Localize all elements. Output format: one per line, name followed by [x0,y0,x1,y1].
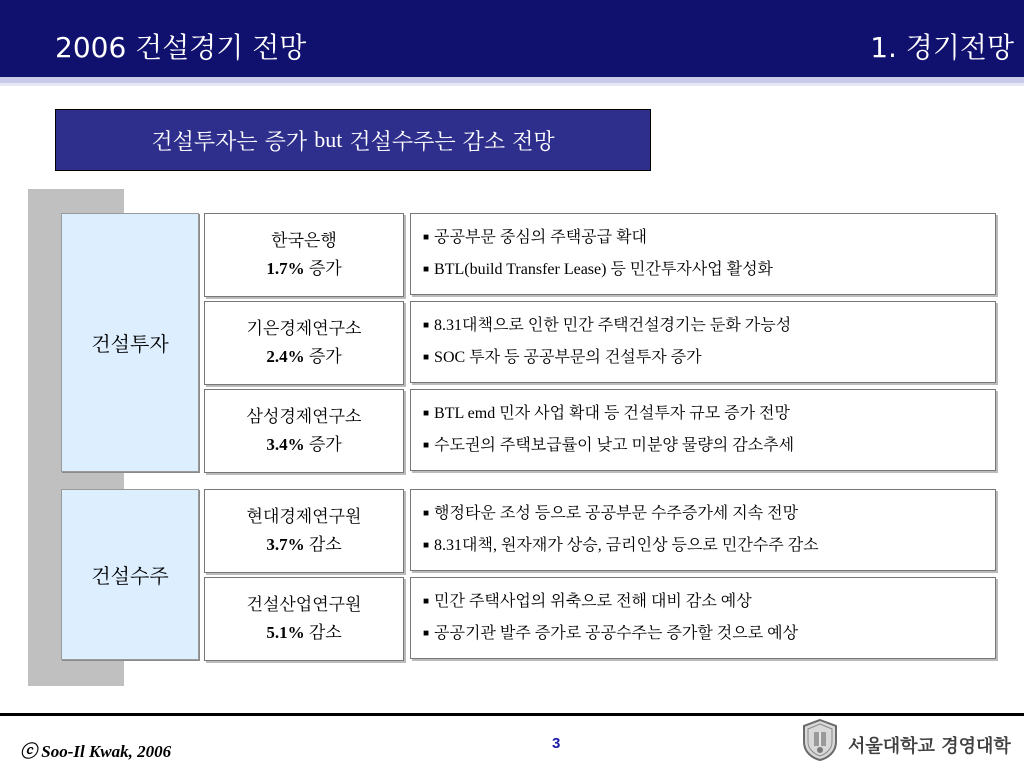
university-name: 서울대학교 경영대학 [848,736,1011,757]
reason-text: BTL(build Transfer Lease) 등 민간투자사업 활성화 [434,261,774,278]
institution-name: 한국은행 [271,230,337,251]
reason-item [423,618,995,650]
reason-text: 공공부문 중심의 주택공급 확대 [434,228,647,246]
category-construction-investment: 건설투자 [61,213,199,472]
institution-name: 삼성경제연구소 [246,406,362,427]
rate-direction: 증가 [308,258,342,279]
forecast-rate [266,255,341,283]
reason-text: 8.31대책으로 인한 민간 주택건설경기는 둔화 가능성 [434,316,792,334]
reason-text: 민간 주택사업의 위축으로 전해 대비 감소 예상 [434,592,752,610]
reason-text: 8.31대책, 원자재가 상승, 금리인상 등으로 민간수주 감소 [434,537,819,554]
university-seal-icon [800,718,840,762]
bullet-icon: ■ [423,596,430,607]
forecast-reasons [410,577,996,659]
reason-item [423,430,995,462]
institution-name: 기은경제연구소 [246,318,362,339]
reason-text: SOC 투자 등 공공부문의 건설투자 증가 [434,349,702,366]
footer-divider [0,713,1024,716]
summary-text-2: but [314,127,343,152]
institution-name: 현대경제연구원 [246,506,362,527]
institution-box [204,489,404,573]
rate-value: 5.1% [266,622,305,642]
institution-box [204,213,404,297]
reason-item [423,310,995,342]
summary-banner [55,109,651,171]
reason-text: 공공기관 발주 증가로 공공수주는 증가할 것으로 예상 [434,625,799,642]
forecast-rate [266,619,341,647]
rate-value: 3.4% [266,434,305,454]
forecast-reasons [410,213,996,295]
forecast-rate [266,431,341,459]
reason-text: 행정타운 조성 등으로 공공부문 수주증가세 지속 전망 [434,504,799,522]
summary-text-3: 건설수주는 감소 전망 [349,129,555,155]
category-construction-orders: 건설수주 [61,489,199,660]
reason-item [423,342,995,374]
reason-item [423,254,995,286]
reason-item [423,530,995,562]
reason-item [423,586,995,618]
reason-text: 수도권의 주택보급률이 낮고 미분양 물량의 감소추세 [434,437,795,454]
reason-item [423,222,995,254]
institution-name: 건설산업연구원 [246,594,362,615]
bullet-icon: ■ [423,440,430,452]
forecast-rate [266,531,341,559]
rate-direction: 감소 [308,622,342,643]
bullet-icon: ■ [423,508,430,519]
bullet-icon: ■ [423,232,430,243]
rate-direction: 감소 [308,534,342,555]
bullet-icon: ■ [423,628,430,640]
rate-value: 1.7% [266,258,305,278]
bullet-icon: ■ [423,540,430,552]
rate-value: 2.4% [266,346,305,366]
summary-text-1: 건설투자는 증가 [151,129,308,155]
forecast-rate [266,343,341,371]
reason-item [423,398,995,430]
header-stripe-light [0,83,1024,86]
page-number: 3 [552,735,561,752]
header-bar [0,0,1024,77]
bullet-icon: ■ [423,264,430,276]
bullet-icon: ■ [423,320,430,331]
slide-title: 2006 건설경기 전망 [55,31,307,64]
reason-text: BTL emd 민자 사업 확대 등 건설투자 규모 증가 전망 [434,404,790,422]
copyright-text: ⓒ Soo-Il Kwak, 2006 [20,742,172,761]
institution-box [204,577,404,661]
rate-value: 3.7% [266,534,305,554]
bullet-icon: ■ [423,352,430,364]
section-title: 1. 경기전망 [870,31,1014,64]
reason-item [423,498,995,530]
institution-box [204,389,404,473]
bullet-icon: ■ [423,408,430,419]
forecast-reasons [410,489,996,571]
institution-box [204,301,404,385]
forecast-reasons [410,389,996,471]
forecast-reasons [410,301,996,383]
rate-direction: 증가 [308,346,342,367]
rate-direction: 증가 [308,434,342,455]
